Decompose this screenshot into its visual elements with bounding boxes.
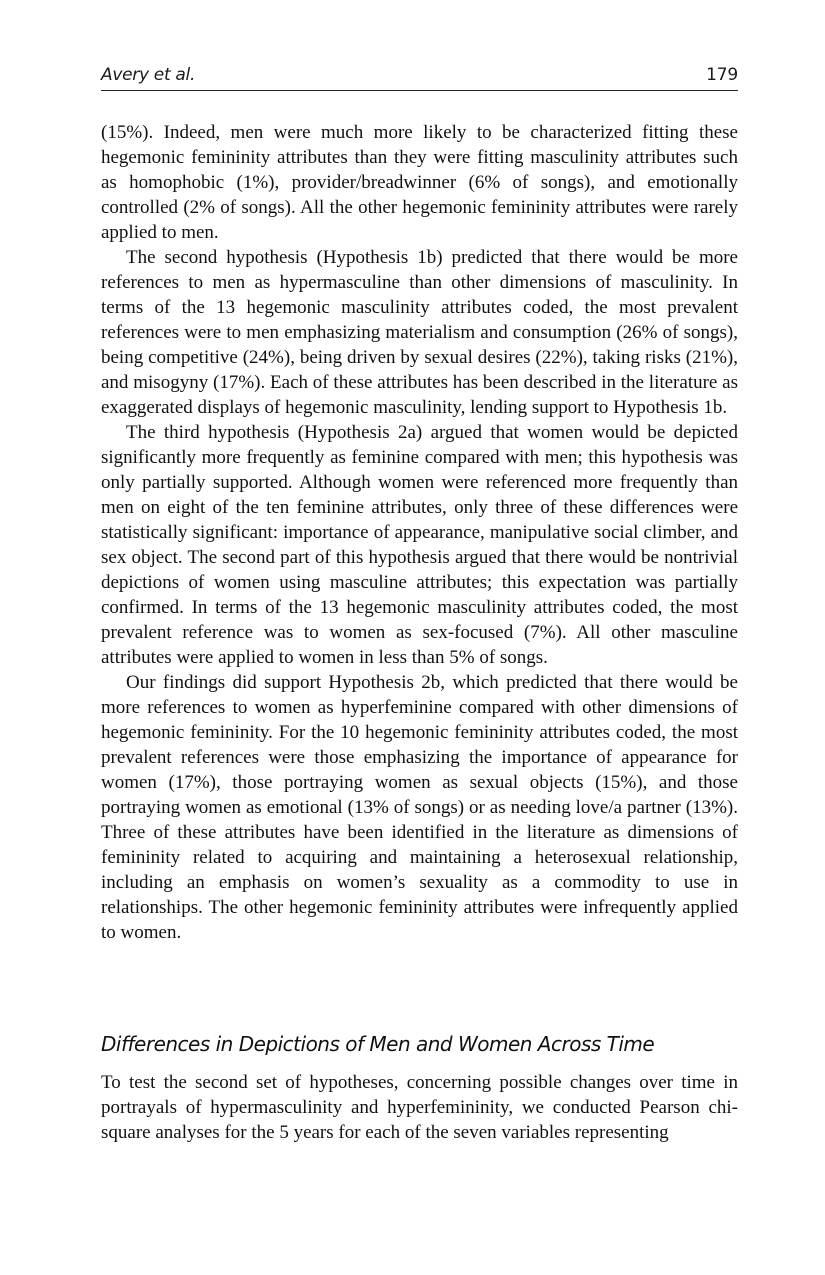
- section-body: [101, 1070, 738, 1145]
- section-heading: Differences in Depictions of Men and Women Across Time: [101, 1032, 655, 1056]
- running-head-authors: Avery et al.: [101, 65, 196, 85]
- body-text: [101, 120, 738, 945]
- section-paragraph: To test the second set of hypotheses, concerning possible changes over time in portrayals of hypermasculinity and hyperfemininity, we conducted Pearson chi-square analyses for the 5 years for each of the seven variables representing: [101, 1072, 738, 1143]
- paragraph-hypothesis-1b: The second hypothesis (Hypothesis 1b) predicted that there would be more references to men as hypermasculine than other dimensions of masculinity. In terms of the 13 hegemonic masculinity attributes coded, the most prevalent references were to men emphasizing materialism and consumption (26% of songs), being competitive (24%), being driven by sexual desires (22%), taking risks (21%), and misogyny (17%). Each of these attributes has been described in the literature as exaggerated displays of hegemonic masculinity, lending support to Hypothesis 1b.: [101, 247, 738, 418]
- page-number: 179: [706, 65, 738, 85]
- paragraph-hypothesis-2b: Our findings did support Hypothesis 2b, which predicted that there would be more references to women as hyperfeminine compared with other dimensions of hegemonic femininity. For the 10 hegemonic femininity attributes coded, the most prevalent references were those emphasizing the importance of appearance for women (17%), those portraying women as sexual objects (15%), and those portraying women as emotional (13% of songs) or as needing love/a partner (13%). Three of these attributes have been identified in the literature as dimensions of femininity related to acquiring and maintaining a heterosexual relationship, including an emphasis on women’s sexuality as a commodity to use in relationships. The other hegemonic femininity attributes were infrequently applied to women.: [101, 672, 738, 943]
- running-head: [101, 64, 738, 91]
- paragraph-continued: (15%). Indeed, men were much more likely to be characterized fitting these hegemonic femininity attributes than they were fitting masculinity attributes such as homophobic (1%), provider/breadwinner (6% of songs), and emotionally controlled (2% of songs). All the other hegemonic femininity attributes were rarely applied to men.: [101, 122, 738, 243]
- paragraph-hypothesis-2a: The third hypothesis (Hypothesis 2a) argued that women would be depicted significantly more frequently as feminine compared with men; this hypothesis was only partially supported. Although women were referenced more frequently than men on eight of the ten feminine attributes, only three of these differences were statistically significant: importance of appearance, manipulative social climber, and sex object. The second part of this hypothesis argued that there would be nontrivial depictions of women using masculine attributes; this expectation was partially confirmed. In terms of the 13 hegemonic masculinity attributes coded, the most prevalent reference was to women as sex-focused (7%). All other masculine attributes were applied to women in less than 5% of songs.: [101, 422, 738, 668]
